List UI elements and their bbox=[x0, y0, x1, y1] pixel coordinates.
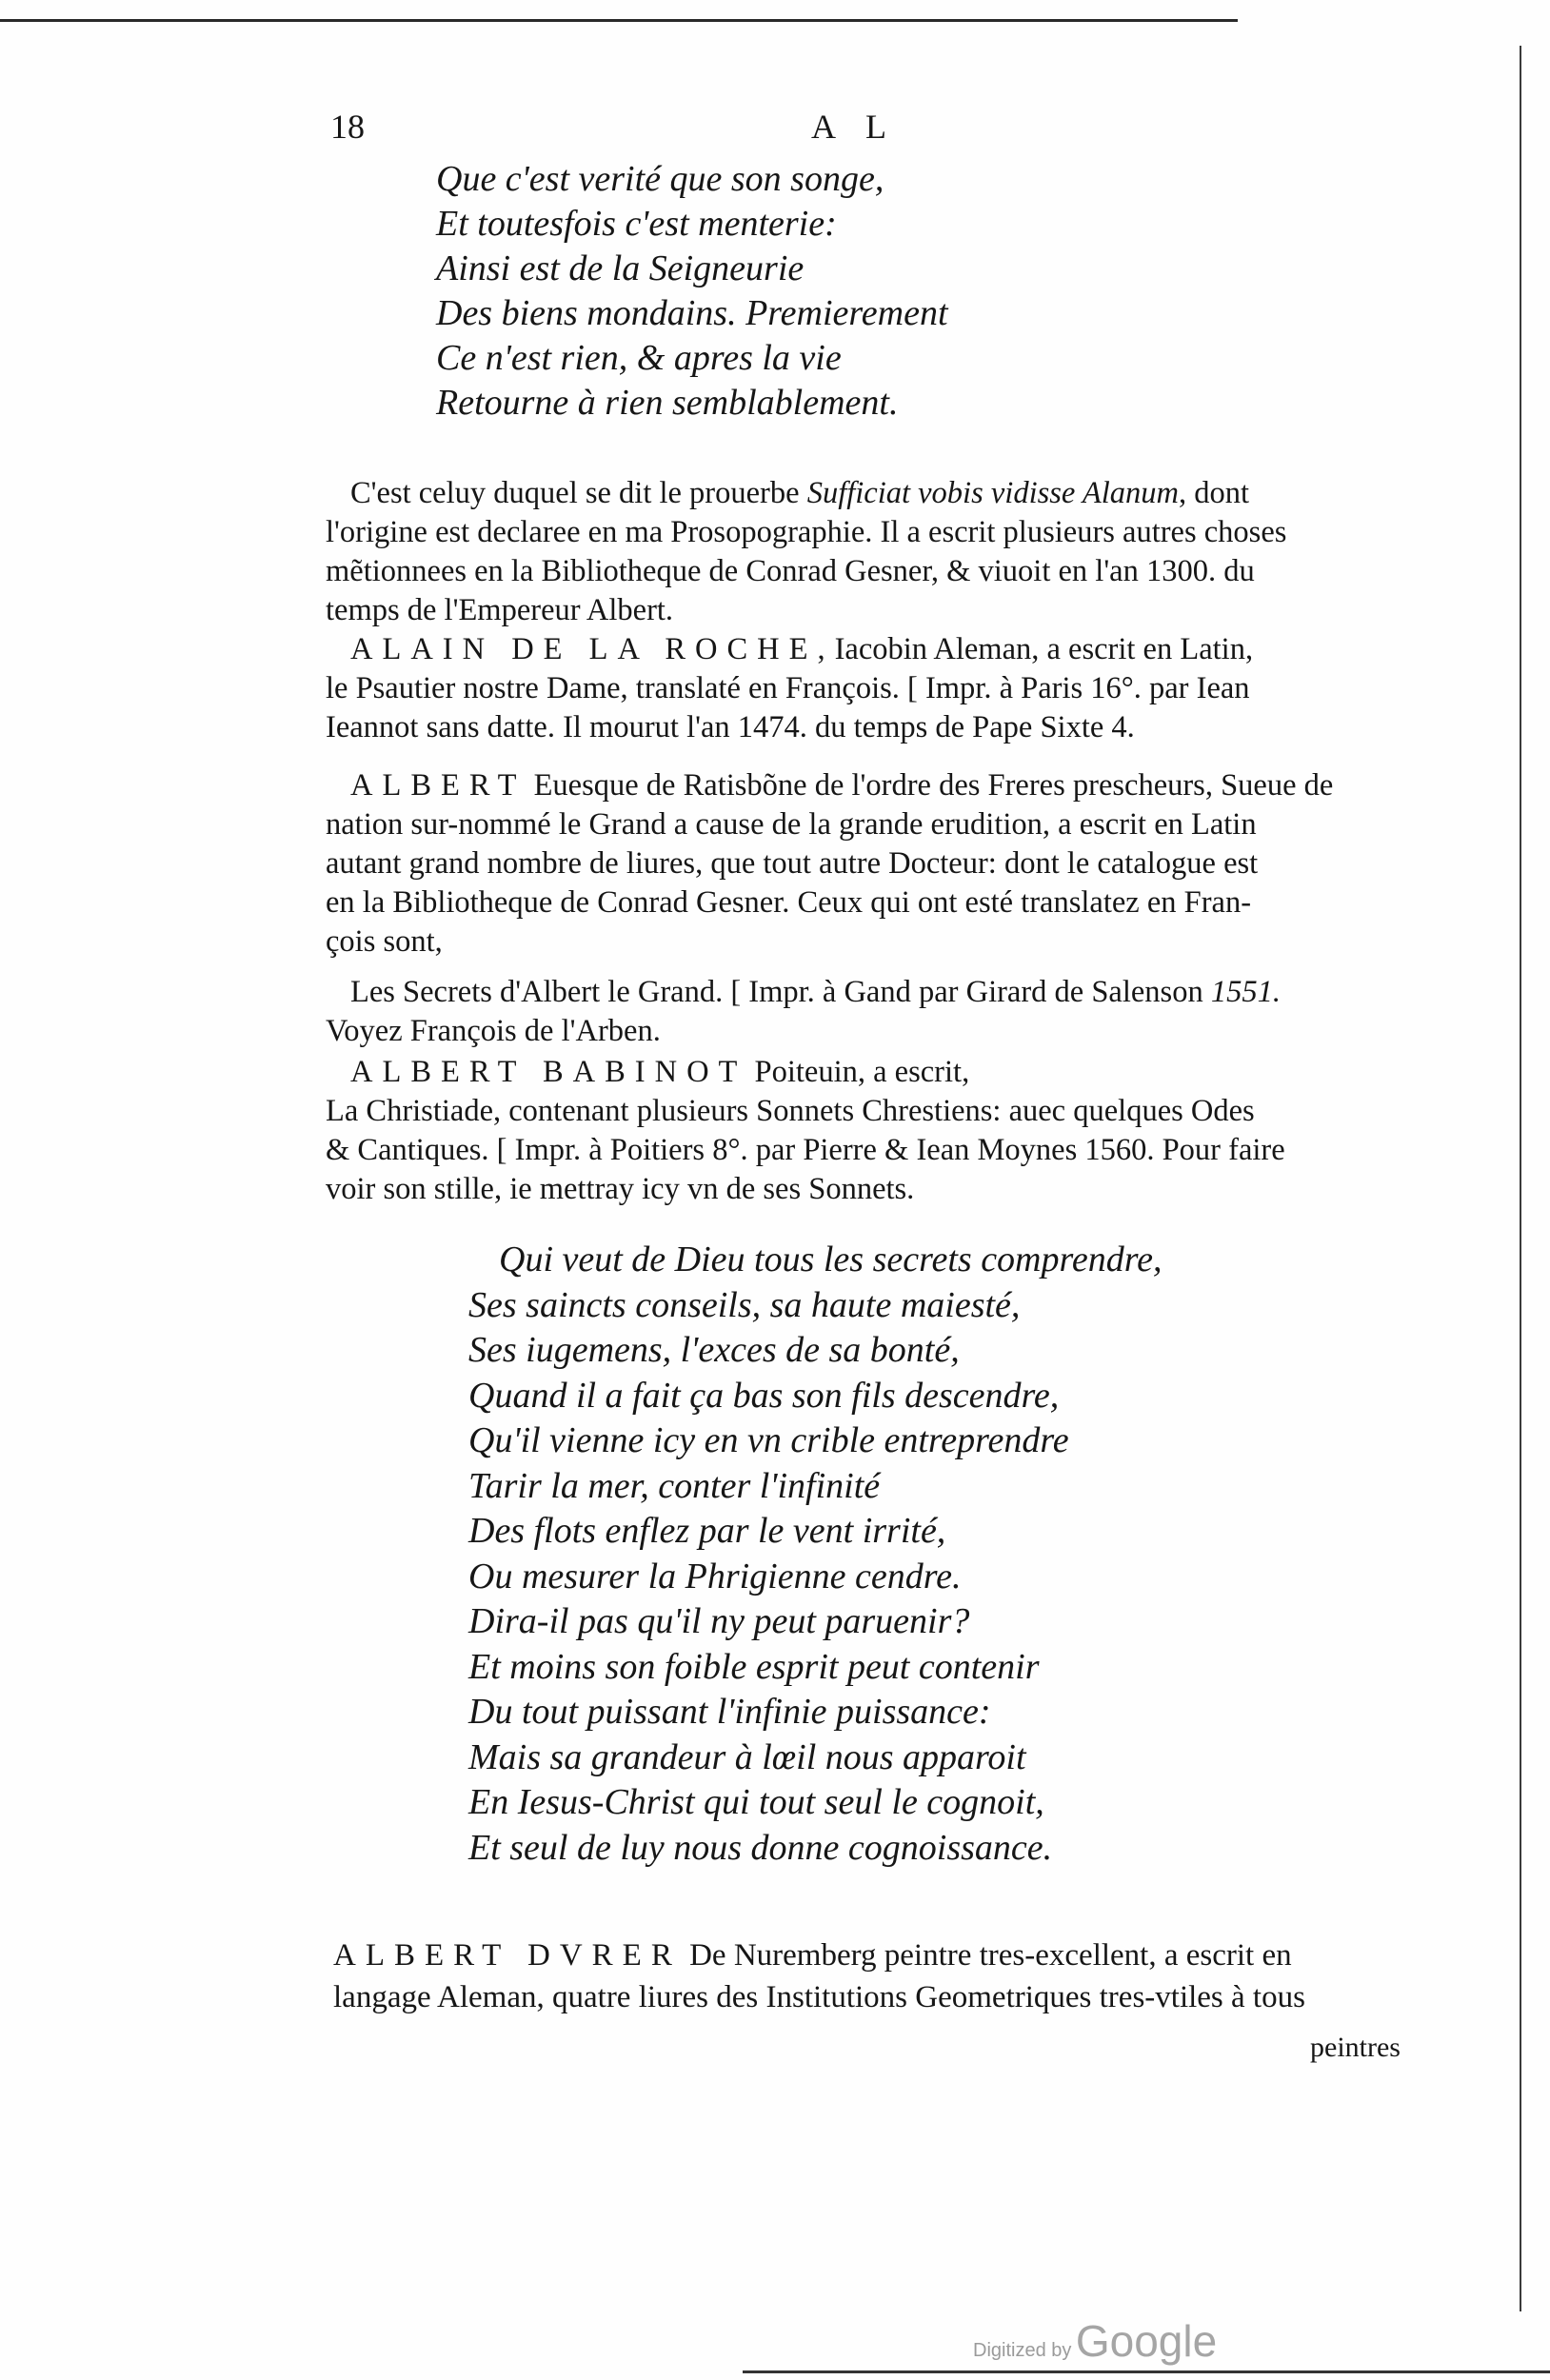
sonnet-line: Qui veut de Dieu tous les secrets comprendre, bbox=[499, 1240, 1162, 1279]
text-line: autant grand nombre de liures, que tout autre Docteur: dont le catalogue est bbox=[326, 846, 1259, 881]
sonnet-line: Dira-il pas qu'il ny peut paruenir? bbox=[468, 1601, 970, 1641]
entry-albert-durer bbox=[333, 1934, 1447, 2018]
running-head: A L bbox=[811, 108, 899, 146]
sonnet-line: Et seul de luy nous donne cognoissance. bbox=[468, 1827, 1053, 1868]
entry-name: ALBERT BABINOT bbox=[350, 1055, 747, 1089]
imprint-year: 1551. bbox=[1210, 975, 1281, 1009]
sonnet-line: Et moins son foible esprit peut contenir bbox=[468, 1646, 1040, 1687]
text-line bbox=[326, 766, 1411, 805]
sonnet-line: Ses saincts conseils, sa haute maiesté, bbox=[468, 1284, 1021, 1325]
text-line bbox=[326, 474, 1411, 513]
verse-line: Que c'est verité que son songe, bbox=[436, 159, 884, 199]
text-line bbox=[326, 630, 1411, 669]
text-line: La Christiade, contenant plusieurs Sonnets Chrestiens: auec quelques Odes bbox=[326, 1094, 1255, 1128]
text-run: Les Secrets d'Albert le Grand. [ Impr. à Gand par Girard de Salenson bbox=[350, 975, 1211, 1009]
latin-proverb: Sufficiat vobis vidisse Alanum bbox=[806, 476, 1179, 510]
right-border-rule bbox=[1520, 46, 1521, 2311]
catchword: peintres bbox=[1310, 2032, 1401, 2063]
text-line bbox=[326, 1053, 1411, 1092]
alain-paragraph bbox=[326, 474, 1411, 630]
sonnet bbox=[468, 1238, 1162, 1871]
text-line: langage Aleman, quatre liures des Institutions Geometriques tres-vtiles à tous bbox=[333, 1980, 1305, 2014]
text-run: Poiteuin, a escrit, bbox=[746, 1055, 970, 1089]
secrets-entry bbox=[326, 973, 1411, 1051]
text-line: & Cantiques. [ Impr. à Poitiers 8°. par Pierre & Iean Moynes 1560. Pour faire bbox=[326, 1133, 1285, 1167]
bottom-border-rule bbox=[743, 2370, 1550, 2373]
text-line: le Psautier nostre Dame, translaté en François. [ Impr. à Paris 16°. par Iean bbox=[326, 671, 1250, 705]
watermark-small-text: Digitized by bbox=[973, 2340, 1072, 2361]
text-line: temps de l'Empereur Albert. bbox=[326, 593, 674, 627]
text-line: Voyez François de l'Arben. bbox=[326, 1014, 661, 1048]
entry-albert-babinot bbox=[326, 1053, 1411, 1209]
sonnet-line: Des flots enflez par le vent irrité, bbox=[468, 1511, 946, 1551]
text-line: l'origine est declaree en ma Prosopographie. Il a escrit plusieurs autres choses bbox=[326, 515, 1287, 549]
sonnet-line: Mais sa grandeur à lœil nous apparoit bbox=[468, 1736, 1026, 1777]
text-run: , dont bbox=[1178, 476, 1249, 510]
google-logo: Google bbox=[1075, 2316, 1218, 2366]
sonnet-line: Du tout puissant l'infinie puissance: bbox=[468, 1692, 991, 1732]
entry-name: ALBERT bbox=[350, 768, 527, 803]
sonnet-line: Quand il a fait ça bas son fils descendre, bbox=[468, 1375, 1060, 1416]
entry-name: ALAIN DE LA ROCHE, bbox=[350, 632, 835, 666]
top-border-rule bbox=[0, 19, 1238, 22]
digitized-by-google-watermark bbox=[973, 2315, 1217, 2367]
text-line: nation sur-nommé le Grand a cause de la grande erudition, a escrit en Latin bbox=[326, 807, 1257, 842]
text-line: çois sont, bbox=[326, 924, 443, 959]
verse-line: Et toutesfois c'est menterie: bbox=[436, 204, 837, 244]
sonnet-line: Tarir la mer, conter l'infinité bbox=[468, 1465, 881, 1506]
text-line: mẽtionnees en la Bibliotheque de Conrad Gesner, & viuoit en l'an 1300. du bbox=[326, 554, 1255, 588]
text-run: Iacobin Aleman, a escrit en Latin, bbox=[834, 632, 1254, 666]
sonnet-line: Qu'il vienne icy en vn crible entreprendre bbox=[468, 1420, 1069, 1460]
sonnet-line: En Iesus-Christ qui tout seul le cognoit, bbox=[468, 1782, 1044, 1822]
verse-stanza bbox=[436, 157, 948, 426]
text-line bbox=[333, 1934, 1447, 1976]
verse-line: Ce n'est rien, & apres la vie bbox=[436, 338, 842, 378]
entry-name: ALBERT DVRER bbox=[333, 1938, 682, 1973]
text-line bbox=[326, 973, 1411, 1012]
sonnet-line: Ses iugemens, l'exces de sa bonté, bbox=[468, 1330, 960, 1370]
verse-line: Ainsi est de la Seigneurie bbox=[436, 248, 805, 288]
sonnet-line: Ou mesurer la Phrigienne cendre. bbox=[468, 1556, 962, 1597]
text-line: voir son stille, ie mettray icy vn de ses Sonnets. bbox=[326, 1172, 915, 1206]
verse-line: Des biens mondains. Premierement bbox=[436, 293, 948, 333]
page-number: 18 bbox=[330, 108, 365, 146]
text-run: C'est celuy duquel se dit le prouerbe bbox=[350, 476, 807, 510]
verse-line: Retourne à rien semblablement. bbox=[436, 383, 899, 423]
text-run: De Nuremberg peintre tres-excellent, a escrit en bbox=[681, 1938, 1292, 1973]
entry-albert bbox=[326, 766, 1411, 962]
text-line: Ieannot sans datte. Il mourut l'an 1474. du temps de Pape Sixte 4. bbox=[326, 710, 1135, 744]
text-line: en la Bibliotheque de Conrad Gesner. Ceux qui ont esté translatez en Fran- bbox=[326, 885, 1252, 920]
entry-alain-de-la-roche bbox=[326, 630, 1411, 747]
text-run: Euesque de Ratisbõne de l'ordre des Freres prescheurs, Sueue de bbox=[526, 768, 1334, 803]
